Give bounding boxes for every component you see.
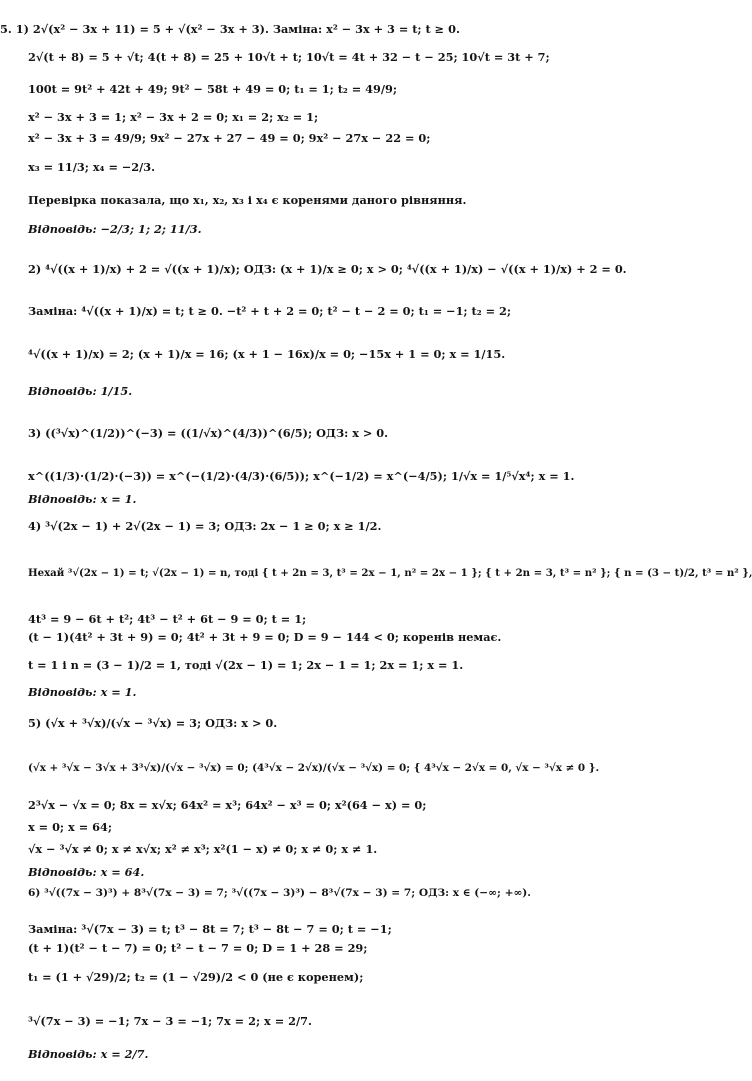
solution-line: 100t = 9t² + 42t + 49; 9t² − 58t + 49 = 0; t₁ = 1; t₂ = 49/9; xyxy=(28,82,398,96)
solution-line: (√x + ³√x − 3√x + 3³√x)/(√x − ³√x) = 0; (4³√x − 2√x)/(√x − ³√x) = 0; { 4³√x − 2√x = 0, √x − ³√x ≠ 0 }. xyxy=(28,762,600,774)
solution-line: ⁴√((x + 1)/x) = 2; (x + 1)/x = 16; (x + 1 − 16x)/x = 0; −15x + 1 = 0; x = 1/15. xyxy=(28,347,506,361)
solution-line: 5) (√x + ³√x)/(√x − ³√x) = 3; ОДЗ: x > 0. xyxy=(28,716,278,730)
verification-note: Перевірка показала, що x₁, x₂, x₃ і x₄ є коренями даного рівняння. xyxy=(28,193,467,207)
solution-line: x = 0; x = 64; xyxy=(28,820,112,834)
solution-line: 2³√x − √x = 0; 8x = x√x; 64x² = x³; 64x² − x³ = 0; x²(64 − x) = 0; xyxy=(28,798,427,812)
line-text: 1) 2√(x² − 3x + 11) = 5 + √(x² − 3x + 3). Заміна: x² − 3x + 3 = t; t ≥ 0. xyxy=(15,22,460,36)
solution-line: x₃ = 11/3; x₄ = −2/3. xyxy=(28,160,156,174)
problem-line-1 xyxy=(0,22,558,36)
solution-line: 4t³ = 9 − 6t + t²; 4t³ − t² + 6t − 9 = 0; t = 1; xyxy=(28,612,307,626)
solution-line: Заміна: ³√(7x − 3) = t; t³ − 8t = 7; t³ − 8t − 7 = 0; t = −1; xyxy=(28,922,392,936)
solution-line: √x − ³√x ≠ 0; x ≠ x√x; x² ≠ x³; x²(1 − x) ≠ 0; x ≠ 0; x ≠ 1. xyxy=(28,842,378,856)
solution-line: x² − 3x + 3 = 1; x² − 3x + 2 = 0; x₁ = 2; x₂ = 1; xyxy=(28,110,319,124)
answer-line: Відповідь: x = 1. xyxy=(28,685,137,699)
solution-line: t = 1 і n = (3 − 1)/2 = 1, тоді √(2x − 1) = 1; 2x − 1 = 1; 2x = 1; x = 1. xyxy=(28,658,464,672)
answer-line: Відповідь: x = 2/7. xyxy=(28,1047,149,1061)
solution-line: x^((1/3)·(1/2)·(−3)) = x^(−(1/2)·(4/3)·(6/5)); x^(−1/2) = x^(−4/5); 1/√x = 1/⁵√x⁴; x = 1. xyxy=(28,469,575,483)
solution-line: (t − 1)(4t² + 3t + 9) = 0; 4t² + 3t + 9 = 0; D = 9 − 144 < 0; коренів немає. xyxy=(28,630,502,644)
solution-line: ³√(7x − 3) = −1; 7x − 3 = −1; 7x = 2; x = 2/7. xyxy=(28,1014,312,1028)
problem-number: 5. xyxy=(0,22,12,36)
solution-line: 3) ((³√x)^(1/2))^(−3) = ((1/√x)^(4/3))^(6/5); ОДЗ: x > 0. xyxy=(28,426,389,440)
solution-line: Заміна: ⁴√((x + 1)/x) = t; t ≥ 0. −t² + t + 2 = 0; t² − t − 2 = 0; t₁ = −1; t₂ = 2; xyxy=(28,304,512,318)
answer-line: Відповідь: 1/15. xyxy=(28,384,133,398)
answer-line: Відповідь: −2/3; 1; 2; 11/3. xyxy=(28,222,202,236)
answer-line: Відповідь: x = 64. xyxy=(28,865,145,879)
solution-line: Нехай ³√(2x − 1) = t; √(2x − 1) = n, тоді { t + 2n = 3, t³ = 2x − 1, n² = 2x − 1 }; { t + 2n = 3, t³ = n² }; { n = (3 − t)/2, t³ = n² }, xyxy=(28,567,752,579)
solution-line: t₁ = (1 + √29)/2; t₂ = (1 − √29)/2 < 0 (не є коренем); xyxy=(28,970,364,984)
solution-line: (t + 1)(t² − t − 7) = 0; t² − t − 7 = 0; D = 1 + 28 = 29; xyxy=(28,941,368,955)
solution-line: 4) ³√(2x − 1) + 2√(2x − 1) = 3; ОДЗ: 2x − 1 ≥ 0; x ≥ 1/2. xyxy=(28,519,382,533)
solution-line: 2√(t + 8) = 5 + √t; 4(t + 8) = 25 + 10√t + t; 10√t = 4t + 32 − t − 25; 10√t = 3t + 7; xyxy=(28,50,550,64)
answer-line: Відповідь: x = 1. xyxy=(28,492,137,506)
solution-line: 2) ⁴√((x + 1)/x) + 2 = √((x + 1)/x); ОДЗ: (x + 1)/x ≥ 0; x > 0; ⁴√((x + 1)/x) − √((x + 1)/x) + 2 = 0. xyxy=(28,262,627,276)
solution-line: x² − 3x + 3 = 49/9; 9x² − 27x + 27 − 49 = 0; 9x² − 27x − 22 = 0; xyxy=(28,131,431,145)
solution-line: 6) ³√((7x − 3)³) + 8³√(7x − 3) = 7; ³√((7x − 3)³) − 8³√(7x − 3) = 7; ОДЗ: x ∈ (−∞; +∞). xyxy=(28,887,531,899)
